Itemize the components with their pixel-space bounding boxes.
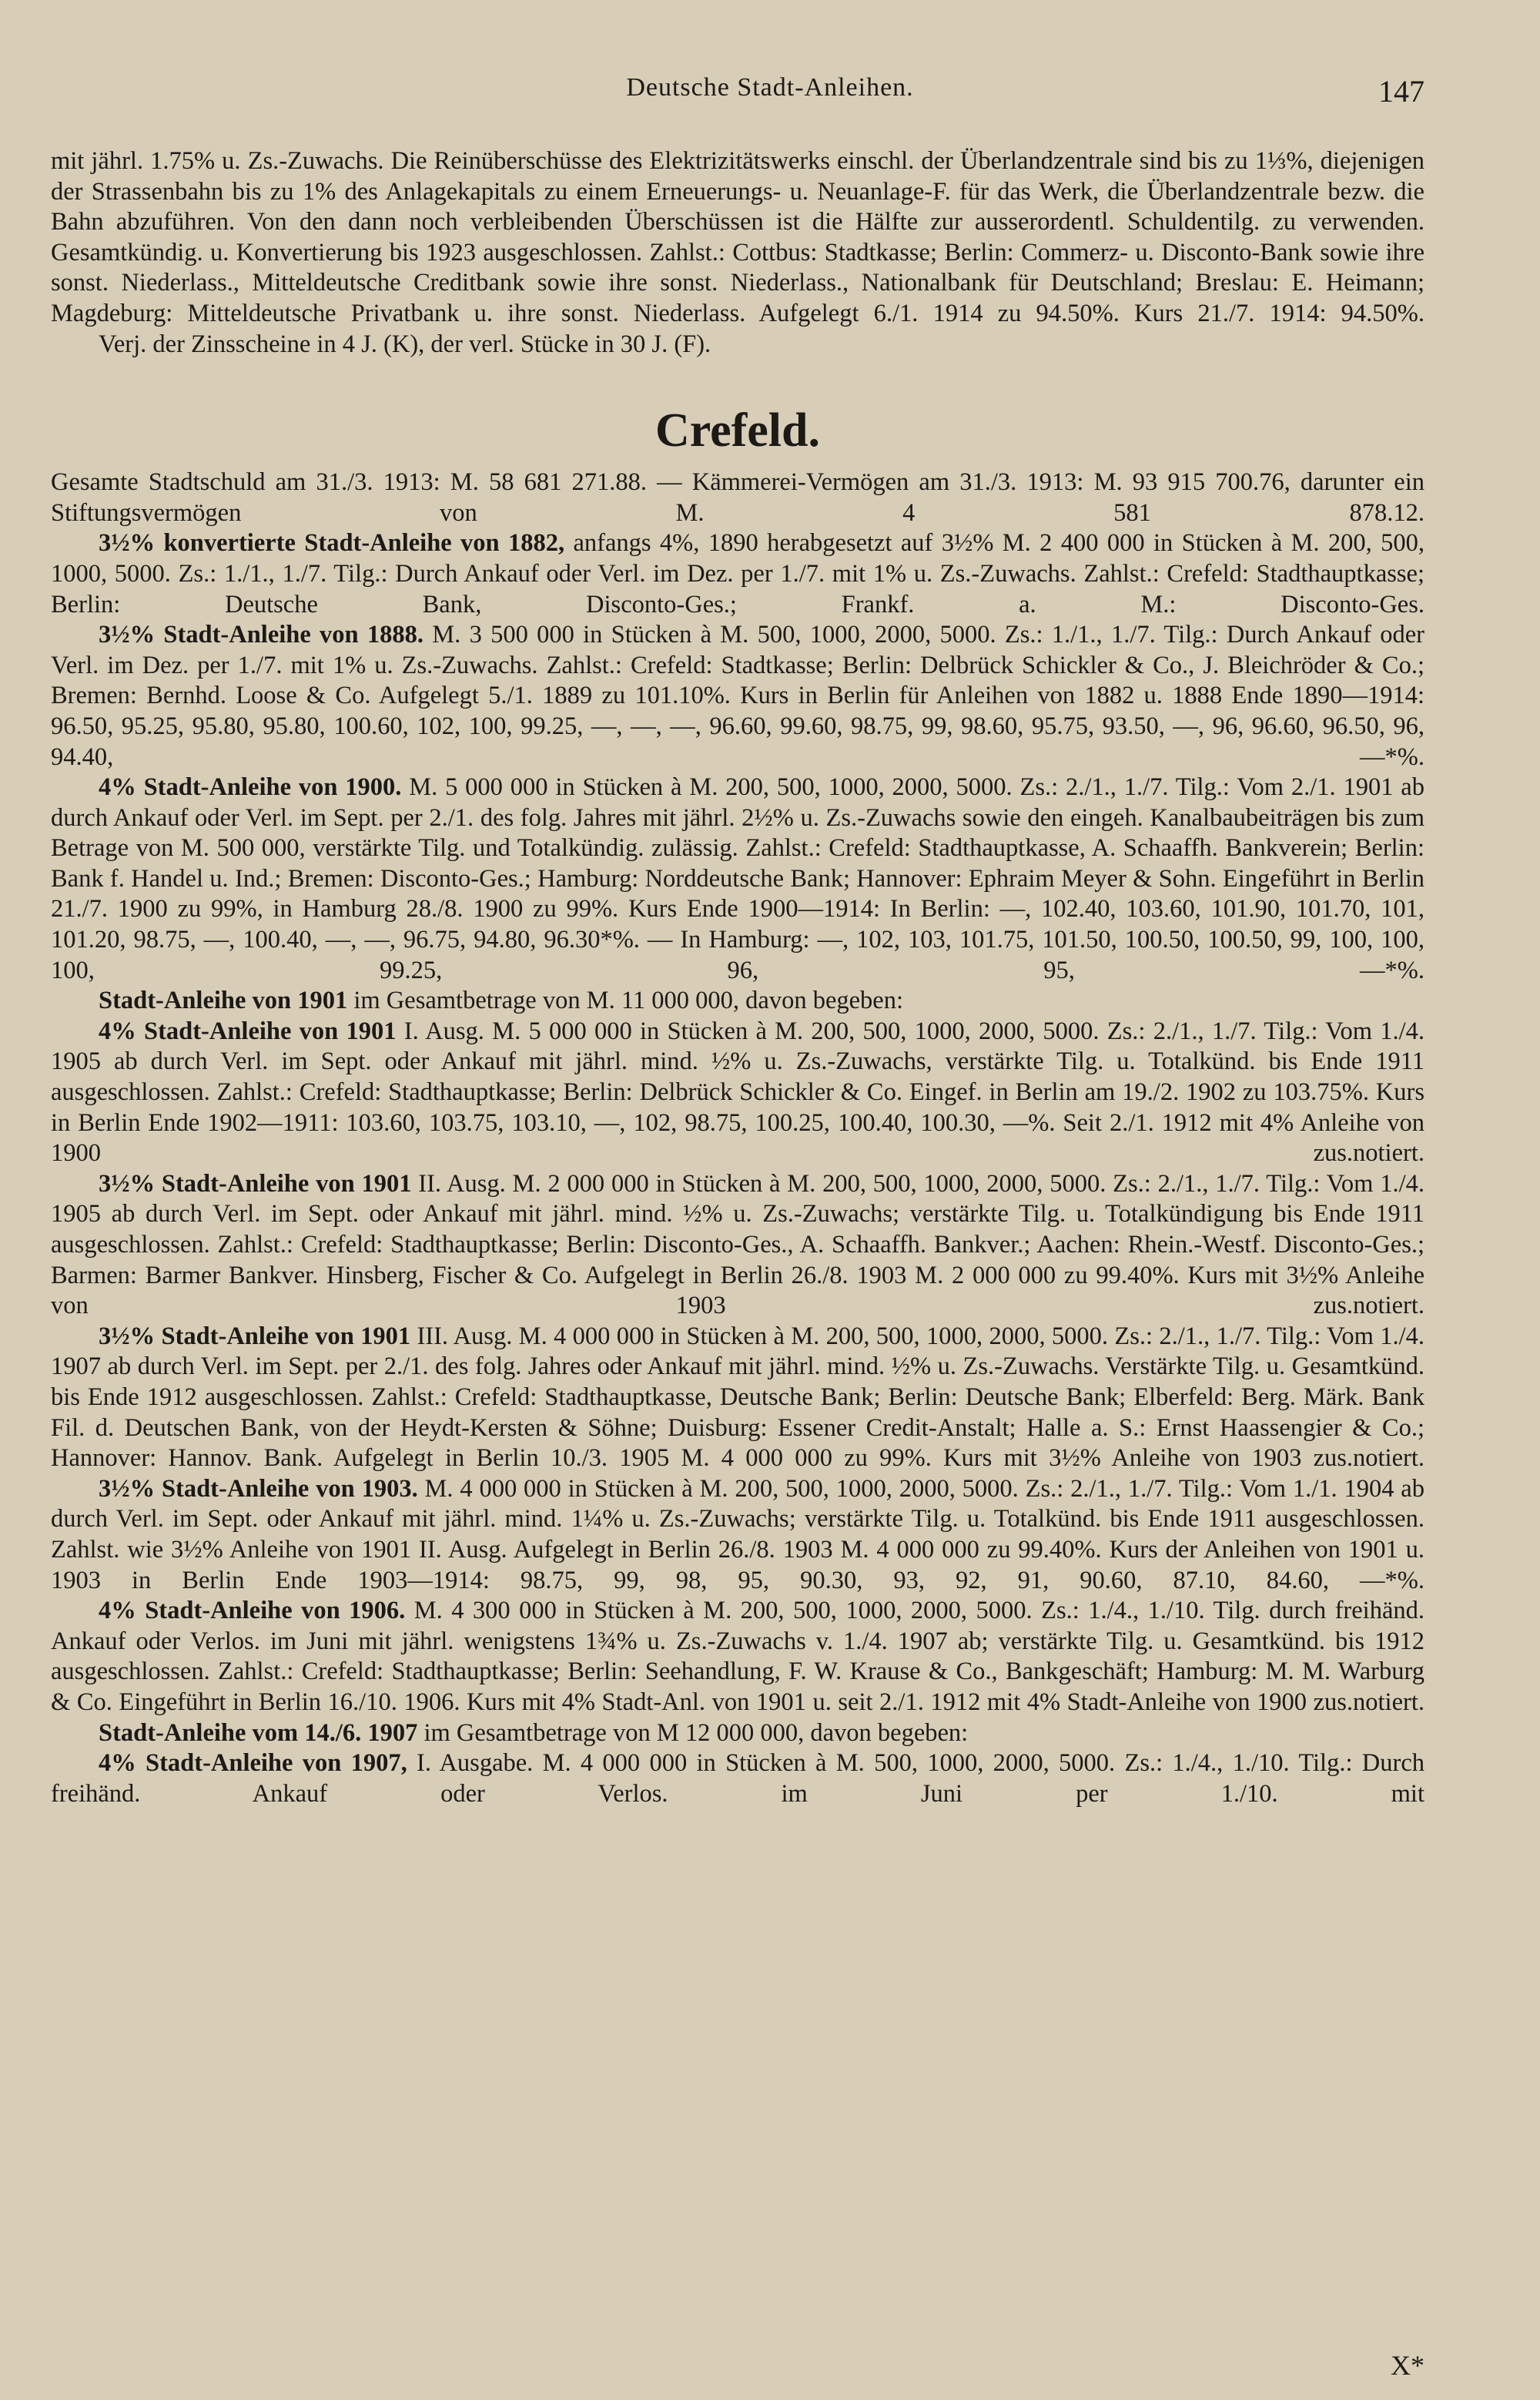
- loan-text: III. Ausg. M. 4 000 000 in Stücken à M. 200, 500, 1000, 2000, 5000. Zs.: 2./1., 1./7. Tilg.: Vom 1./4. 1907 ab durch Verl. im Sept. per 2./1. des folg. Jahres oder Ankauf mit jährl. mind. ½% u. Zs.-Zuwachs. Verstärkte Tilg. u. Gesamtkünd. bis Ende 1912 ausgeschlossen. Zahlst.: Crefeld: Stadthauptkasse, Deutsche Bank; Berlin: Deutsche Bank; Elberfeld: Berg. Märk. Bank Fil. d. Deutschen Bank, von der Heydt-Kersten & Söhne; Duisburg: Essener Credit-Anstalt; Halle a. S.: Ernst Haassengier & Co.; Hannover: Hannov. Bank. Aufgelegt in Berlin 10./3. 1905 M. 4 000 000 zu 99%. Kurs mit 3½% Anleihe von 1903 zus.notiert.: [51, 1322, 1424, 1473]
- loan-entry-1900: [51, 773, 1424, 986]
- loan-entry-1903: [51, 1474, 1424, 1596]
- loan-entry-1906: [51, 1596, 1424, 1718]
- loan-title: 3½% Stadt-Anleihe von 1901: [99, 1169, 412, 1198]
- loan-entry-1901-ii: [51, 1169, 1424, 1322]
- loan-text: M. 4 000 000 in Stücken à M. 200, 500, 1000, 2000, 5000. Zs.: 2./1., 1./7. Tilg.: Vom 1./1. 1904 ab durch Verl. im Sept. oder Ankauf mit jährl. mind. 1¼% u. Zs.-Zuwachs; verstärkte Tilg. u. Totalkünd. bis Ende 1911 ausgeschlossen. Zahlst. wie 3½% Anleihe von 1901 II. Ausg. Aufgelegt in Berlin 26./8. 1903 M. 4 000 000 zu 99.40%. Kurs der Anleihen von 1901 u. 1903 in Berlin Ende 1903—1914: 98.75, 99, 98, 95, 90.30, 93, 92, 91, 90.60, 87.10, 84.60, —*%.: [51, 1474, 1424, 1594]
- loan-list: [51, 528, 1424, 1809]
- page-header: [0, 73, 1540, 119]
- intro-paragraph: mit jährl. 1.75% u. Zs.-Zuwachs. Die Reinüberschüsse des Elektrizitätswerks einschl. der Überlandzentrale sind bis zu 1⅓%, diejenigen der Strassenbahn bis zu 1% des Anlagekapitals zu einem Erneuerungs- u. Neuanlage-F. für das Werk, die Überlandzentrale bezw. die Bahn abzuführen. Von den dann noch verbleibenden Überschüssen ist die Hälfte zur ausserordentl. Schuldentilg. zu verwenden. Gesamtkündig. u. Konvertierung bis 1923 ausgeschlossen. Zahlst.: Cottbus: Stadtkasse; Berlin: Commerz- u. Disconto-Bank sowie ihre sonst. Niederlass., Mitteldeutsche Creditbank sowie ihre sonst. Niederlass., Nationalbank für Deutschland; Breslau: E. Heimann; Magdeburg: Mitteldeutsche Privatbank u. ihre sonst. Niederlass. Aufgelegt 6./1. 1914 zu 94.50%. Kurs 21./7. 1914: 94.50%.: [51, 147, 1424, 327]
- loan-text: I. Ausg. M. 5 000 000 in Stücken à M. 200, 500, 1000, 2000, 5000. Zs.: 2./1., 1./7. Tilg.: Vom 1./4. 1905 ab durch Verl. im Sept. oder Ankauf mit jährl. mind. ½% u. Zs.-Zuwachs, verstärkte Tilg. u. Totalkünd. bis Ende 1911 ausgeschlossen. Zahlst.: Crefeld: Stadthauptkasse; Berlin: Delbrück Schickler & Co. Eingef. in Berlin am 19./2. 1902 zu 103.75%. Kurs in Berlin Ende 1902—1911: 103.60, 103.75, 103.10, —, 102, 98.75, 100.25, 100.40, 100.30, —%. Seit 2./1. 1912 mit 4% Anleihe von 1900 zus.notiert.: [51, 1017, 1425, 1168]
- loan-text: II. Ausg. M. 2 000 000 in Stücken à M. 200, 500, 1000, 2000, 5000. Zs.: 2./1., 1./7. Tilg.: Vom 1./4. 1905 ab durch Verl. im Sept. oder Ankauf mit jährl. mind. ½% u. Zs.-Zuwachs; verstärkte Tilg. u. Totalkündigung bis Ende 1911 ausgeschlossen. Zahlst.: Crefeld: Stadthauptkasse; Berlin: Disconto-Ges., A. Schaaffh. Bankver.; Aachen: Rhein.-Westf. Disconto-Ges.; Barmen: Barmer Bankver. Hinsberg, Fischer & Co. Aufgelegt in Berlin 26./8. 1903 M. 2 000 000 zu 99.40%. Kurs mit 3½% Anleihe von 1903 zus.notiert.: [51, 1169, 1424, 1320]
- loan-title: 3½% konvertierte Stadt-Anleihe von 1882,: [99, 529, 565, 558]
- loan-title: 3½% Stadt-Anleihe von 1903.: [99, 1474, 418, 1503]
- loan-title: Stadt-Anleihe vom 14./6. 1907: [99, 1718, 418, 1747]
- loan-entry-1901-iii: [51, 1322, 1424, 1474]
- loan-text: M. 4 300 000 in Stücken à M. 200, 500, 1000, 2000, 5000. Zs.: 1./4., 1./10. Tilg. durch freihänd. Ankauf oder Verlos. im Juni mit jährl. wenigstens 1¾% u. Zs.-Zuwachs v. 1./4. 1907 ab; verstärkte Tilg. u. Gesamtkünd. bis 1912 ausgeschlossen. Zahlst.: Crefeld: Stadthauptkasse; Berlin: Seehandlung, F. W. Krause & Co., Bankgeschäft; Hamburg: M. M. Warburg & Co. Eingeführt in Berlin 16./10. 1906. Kurs mit 4% Stadt-Anl. von 1901 u. seit 2./1. 1912 mit 4% Stadt-Anleihe von 1900 zus.notiert.: [51, 1597, 1424, 1716]
- loan-text: anfangs 4%, 1890 herabgesetzt auf 3½% M. 2 400 000 in Stücken à M. 200, 500, 1000, 5000. Zs.: 1./1., 1./7. Tilg.: Durch Ankauf oder Verl. im Dez. per 1./7. mit 1% u. Zs.-Zuwachs. Zahlst.: Crefeld: Stadthauptkasse; Berlin: Deutsche Bank, Disconto-Ges.; Frankf. a. M.: Disconto-Ges.: [51, 529, 1424, 618]
- running-title: Deutsche Stadt-Anleihen.: [626, 73, 914, 102]
- loan-entry-1888: [51, 620, 1424, 773]
- loan-text: M. 5 000 000 in Stücken à M. 200, 500, 1000, 2000, 5000. Zs.: 2./1., 1./7. Tilg.: Vom 2./1. 1901 ab durch Ankauf oder Verl. im Sept. per 2./1. des folg. Jahres mit jährl. 2½% u. Zs.-Zuwachs sowie den eingeh. Kanalbaubeiträgen bis zum Betrage von M. 500 000, verstärkte Tilg. und Totalkündig. zulässig. Zahlst.: Crefeld: Stadthauptkasse, A. Schaaffh. Bankverein; Berlin: Bank f. Handel u. Ind.; Bremen: Disconto-Ges.; Hamburg: Norddeutsche Bank; Hannover: Ephraim Meyer & Sohn. Eingeführt in Berlin 21./7. 1900 zu 99%, in Hamburg 28./8. 1900 zu 99%. Kurs Ende 1900—1914: In Berlin: —, 102.40, 103.60, 101.90, 101.70, 101, 101.20, 98.75, —, 100.40, —, —, 96.75, 94.80, 96.30*%. — In Hamburg: —, 102, 103, 101.75, 101.50, 100.50, 100.50, 99, 100, 100, 100, 99.25, 96, 95, —*%.: [51, 773, 1424, 984]
- loan-title: 3½% Stadt-Anleihe von 1888.: [99, 621, 424, 649]
- signature-mark: X*: [1391, 2350, 1424, 2381]
- page-body: [51, 146, 1424, 1809]
- page-number: 147: [1378, 74, 1424, 109]
- loan-text: im Gesamtbetrage von M 12 000 000, davon begeben:: [424, 1718, 969, 1747]
- loan-title: 4% Stadt-Anleihe von 1906.: [99, 1597, 406, 1625]
- loan-entry-1901-i: [51, 1017, 1424, 1169]
- loan-entry-1907-i: [51, 1748, 1424, 1809]
- loan-text: im Gesamtbetrage von M. 11 000 000, davon begeben:: [353, 987, 903, 1015]
- loan-text: M. 3 500 000 in Stücken à M. 500, 1000, 2000, 5000. Zs.: 1./1., 1./7. Tilg.: Durch Ankauf oder Verl. im Dez. per 1./7. mit 1% u. Zs.-Zuwachs. Zahlst.: Crefeld: Stadtkasse; Berlin: Delbrück Schickler & Co., J. Bleichröder & Co.; Bremen: Bernhd. Loose & Co. Aufgelegt 5./1. 1889 zu 101.10%. Kurs in Berlin für Anleihen von 1882 u. 1888 Ende 1890—1914: 96.50, 95.25, 95.80, 95.80, 100.60, 102, 100, 99.25, —, —, —, 96.60, 99.60, 98.75, 99, 98.60, 95.75, 93.50, —, 96, 96.60, 96.50, 96, 94.40, —*%.: [51, 621, 1424, 771]
- loan-text: I. Ausgabe. M. 4 000 000 in Stücken à M. 500, 1000, 2000, 5000. Zs.: 1./4., 1./10. Tilg.: Durch freihänd. Ankauf oder Verlos. im Juni per 1./10. mit: [51, 1749, 1425, 1808]
- verjaehrung-note: Verj. der Zinsscheine in 4 J. (K), der verl. Stücke in 30 J. (F).: [99, 330, 711, 358]
- loan-title: 3½% Stadt-Anleihe von 1901: [99, 1322, 411, 1350]
- loan-title: 4% Stadt-Anleihe von 1907,: [99, 1749, 407, 1778]
- city-heading: Crefeld.: [654, 404, 821, 458]
- loan-title: 4% Stadt-Anleihe von 1900.: [99, 773, 402, 802]
- loan-entry-1882: [51, 528, 1424, 620]
- loan-title: Stadt-Anleihe von 1901: [99, 987, 348, 1015]
- loan-title: 4% Stadt-Anleihe von 1901: [99, 1017, 397, 1045]
- debt-summary: Gesamte Stadtschuld am 31./3. 1913: M. 58 681 271.88. — Kämmerei-Vermögen am 31./3. 1913: M. 93 915 700.76, darunter ein Stiftungsvermögen von M. 4 581 878.12.: [51, 468, 1424, 527]
- loan-lead-1901: [51, 986, 1424, 1017]
- loan-lead-1907: [51, 1718, 1424, 1749]
